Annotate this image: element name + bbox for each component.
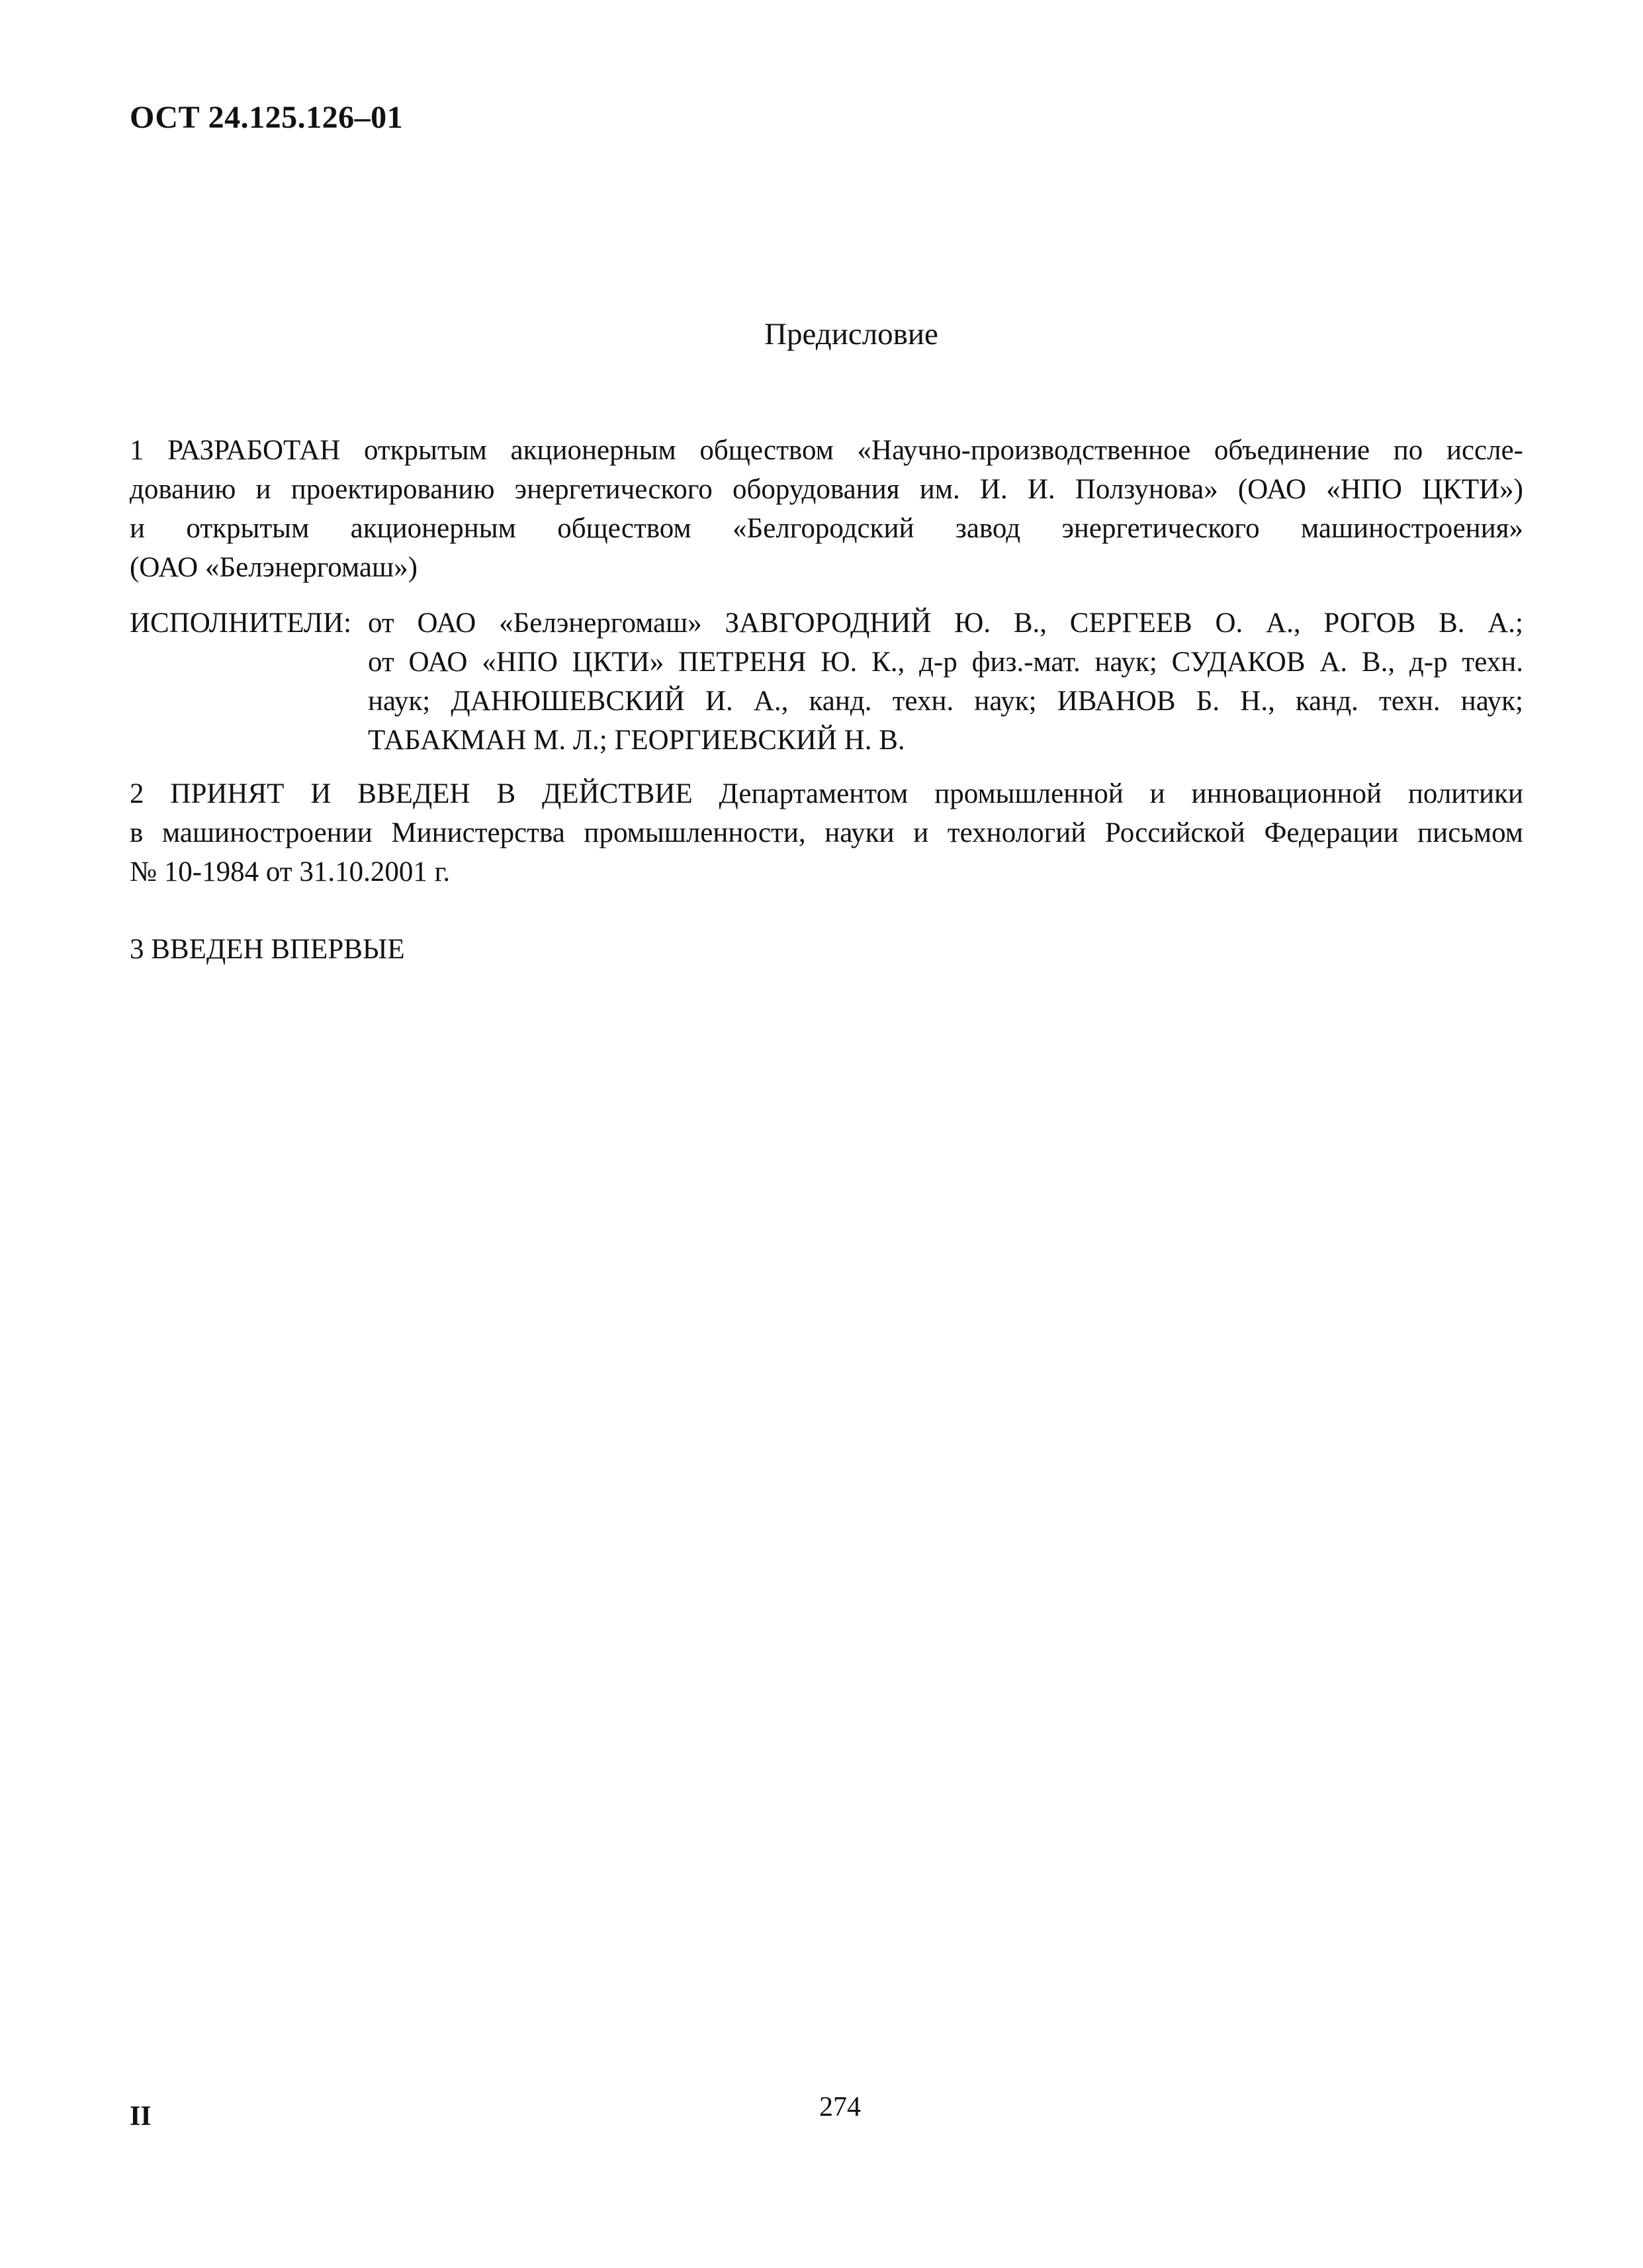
page-number: 274 xyxy=(819,2092,861,2122)
document-code: ОСТ 24.125.126–01 xyxy=(130,100,404,135)
executors-line: ТАБАКМАН М. Л.; ГЕОРГИЕВСКИЙ Н. В. xyxy=(368,725,905,756)
section-1-line: (ОАО «Белэнергомаш») xyxy=(130,552,418,583)
section-3-line: 3 ВВЕДЕН ВПЕРВЫЕ xyxy=(130,934,405,965)
section-2-line: № 10-1984 от 31.10.2001 г. xyxy=(130,856,451,887)
section-2-line: 2 ПРИНЯТ И ВВЕДЕН В ДЕЙСТВИЕ Департаментом промышленной и инновационной политики xyxy=(130,778,1523,809)
section-2-adopted xyxy=(130,774,1523,891)
section-1-line: 1 РАЗРАБОТАН открытым акционерным обществом «Научно-производственное объединение по иссле- xyxy=(130,435,1523,466)
section-1-line: и открытым акционерным обществом «Белгородский завод энергетического машиностроения» xyxy=(130,513,1523,544)
executors-line: от ОАО «НПО ЦКТИ» ПЕТРЕНЯ Ю. К., д-р физ.-мат. наук; СУДАКОВ А. В., д-р техн. xyxy=(368,647,1523,678)
executors-list xyxy=(368,604,1523,760)
section-1-line: дованию и проектированию энергетического оборудования им. И. И. Ползунова» (ОАО «НПО ЦКТИ») xyxy=(130,474,1523,505)
section-1-developed xyxy=(130,431,1523,587)
footer-roman-numeral: II xyxy=(130,2101,152,2132)
executors-line: от ОАО «Белэнергомаш» ЗАВГОРОДНИЙ Ю. В., СЕРГЕЕВ О. А., РОГОВ В. А.; xyxy=(368,608,1523,639)
page-title: Предисловие xyxy=(764,317,938,351)
executors-label: ИСПОЛНИТЕЛИ: xyxy=(130,608,352,639)
section-2-line: в машиностроении Министерства промышленности, науки и технологий Российской Федерации письмом xyxy=(130,817,1523,848)
executors-line: наук; ДАНЮШЕВСКИЙ И. А., канд. техн. наук; ИВАНОВ Б. Н., канд. техн. наук; xyxy=(368,686,1523,717)
section-3-first-introduced xyxy=(130,930,1523,969)
